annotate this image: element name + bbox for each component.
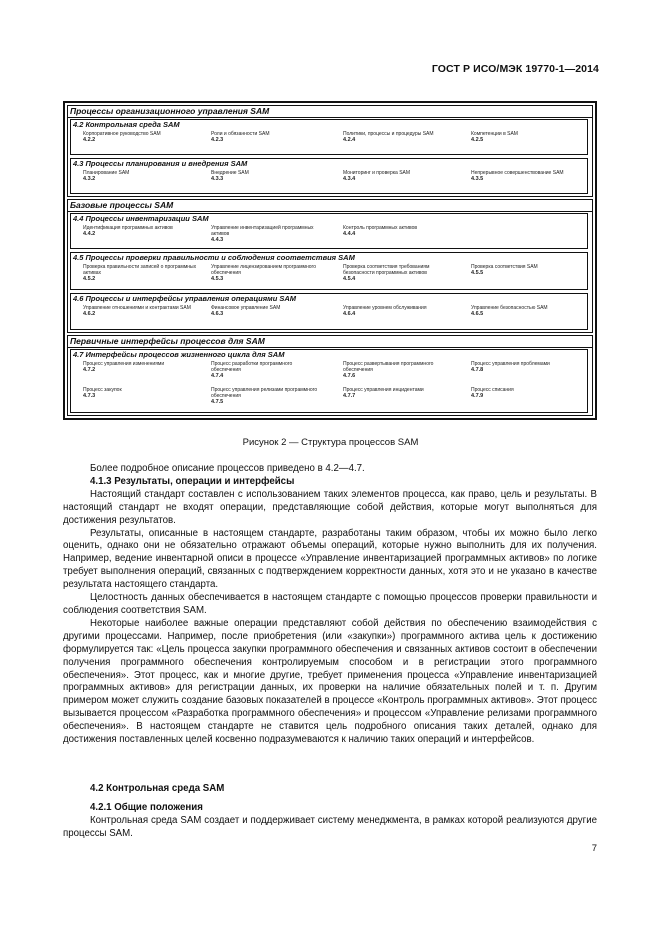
group-organizational bbox=[67, 105, 593, 197]
process-cell: Управление отношениями и контрактами SAM 4.6.2 bbox=[83, 305, 191, 317]
subgroup-4-5 bbox=[70, 252, 588, 290]
page-number: 7 bbox=[591, 843, 597, 854]
subgroup-title: 4.2 Контрольная среда SAM bbox=[73, 120, 180, 129]
subgroup-4-6 bbox=[70, 293, 588, 330]
process-cell: Процесс списания 4.7.9 bbox=[471, 387, 514, 399]
process-cell: Процесс управления проблемами 4.7.8 bbox=[471, 361, 550, 373]
process-cell: Планирование SAM 4.3.2 bbox=[83, 170, 130, 182]
process-cell: Процесс разработки программного обеспечения 4.7.4 bbox=[211, 361, 293, 379]
group-title: Процессы организационного управления SAM bbox=[68, 106, 592, 118]
process-cell: Корпоративное руководство SAM 4.2.2 bbox=[83, 131, 161, 143]
process-cell: Внедрение SAM 4.3.3 bbox=[211, 170, 249, 182]
subgroup-title: 4.4 Процессы инвентаризации SAM bbox=[73, 214, 209, 223]
subgroup-title: 4.7 Интерфейсы процессов жизненного цикла для SAM bbox=[73, 350, 285, 359]
section-4-2 bbox=[63, 783, 597, 841]
subgroup-title: 4.6 Процессы и интерфейсы управления операциями SAM bbox=[73, 294, 297, 303]
subgroup-4-4 bbox=[70, 213, 588, 249]
process-cell: Процесс управления изменениями 4.7.2 bbox=[83, 361, 165, 373]
process-cell: Непрерывное совершенствование SAM 4.3.5 bbox=[471, 170, 564, 182]
process-cell: Проверка соответствия требованиям безопасности программных активов 4.5.4 bbox=[343, 264, 430, 282]
process-cell: Процесс закупок 4.7.3 bbox=[83, 387, 122, 399]
process-cell: Управление уровнем обслуживания 4.6.4 bbox=[343, 305, 427, 317]
subgroup-4-7 bbox=[70, 349, 588, 413]
paragraph: Целостность данных обеспечивается в настоящем стандарте с помощью процессов проверки правильности и соблюдения соответствия SAM. bbox=[63, 592, 597, 616]
process-cell: Управление безопасностью SAM 4.6.5 bbox=[471, 305, 548, 317]
group-title: Первичные интерфейсы процессов для SAM bbox=[68, 336, 592, 348]
process-cell: Контроль программных активов 4.4.4 bbox=[343, 225, 418, 237]
process-cell: Идентификация программных активов 4.4.2 bbox=[83, 225, 173, 237]
process-cell: Роли и обязанности SAM 4.2.3 bbox=[211, 131, 270, 143]
paragraph: Более подробное описание процессов приведено в 4.2—4.7. bbox=[90, 463, 365, 474]
figure-caption: Рисунок 2 — Структура процессов SAM bbox=[242, 437, 419, 448]
process-cell: Управление инвентаризацией программных активов 4.4.3 bbox=[211, 225, 314, 243]
process-cell: Проверка соответствия SAM 4.5.5 bbox=[471, 264, 538, 276]
group-core bbox=[67, 199, 593, 333]
process-cell: Компетенции в SAM 4.2.5 bbox=[471, 131, 518, 143]
paragraph: Некоторые наиболее важные операции представляют собой действия по обеспечению взаимодействия с другими процессами. Например, после приобретения (или «закупки») программного актива цель к достижению формулируется так: «Цель процесса закупки программного обеспечения и связанных активов состоит в обеспечении получения программного обеспечения контролируемым способом и в регистрации этого программного обеспечения». Этот процесс, как и многие другие, требует применения процесса «Управление инвентаризацией программных активов» для регистрации данных, их проверки на наличие обязательных полей и т. п. Другим примером может служить создание базовых показателей в процессе «Контроль программных активов». Этот процесс вызывается процессом «Разработка программного обеспечения» и процессом «Управление релизами программного обеспечения». В настоящем стандарте не ставится цель подробного описания таких деталей, однако для достижения поставленных целей косвенно подразумеваются к наличию таких операций и интерфейсов. bbox=[63, 617, 597, 746]
process-cell: Политики, процессы и процедуры SAM 4.2.4 bbox=[343, 131, 434, 143]
subgroup-4-2 bbox=[70, 119, 588, 155]
process-cell: Финансовое управление SAM 4.6.3 bbox=[211, 305, 281, 317]
subsection-heading: 4.2.1 Общие положения bbox=[90, 801, 203, 813]
subgroup-title: 4.3 Процессы планирования и внедрения SAM bbox=[73, 159, 248, 168]
process-cell: Проверка правильности записей о программных активах 4.5.2 bbox=[83, 264, 197, 282]
process-cell: Управление лицензированием программного обеспечения 4.5.3 bbox=[211, 264, 316, 282]
process-cell: Мониторинг и проверка SAM 4.3.4 bbox=[343, 170, 411, 182]
document-id: ГОСТ Р ИСО/МЭК 19770-1—2014 bbox=[431, 63, 599, 75]
subgroup-title: 4.5 Процессы проверки правильности и соблюдения соответствия SAM bbox=[73, 253, 355, 262]
paragraph: Настоящий стандарт составлен с использованием таких элементов процесса, как право, цель и результаты. В настоящий стандарт не входят операции, представляющие собой действия, которые могут выполняться для достижения результатов. bbox=[63, 488, 597, 526]
process-cell: Процесс управления инцидентами 4.7.7 bbox=[343, 387, 424, 399]
paragraph: Результаты, описанные в настоящем стандарте, разработаны таким образом, чтобы их можно было легко оценить, однако они не обязательно отражают объемы операций, которые нужно выполнить для их получения. Например, ведение инвентарной описи в процессе «Управление инвентаризацией программных активов» по логике требует выполнения операций, связанных с подтверждением корректности данных, хотя это и не указано в качестве результата настоящего стандарта. bbox=[63, 527, 597, 591]
body-text bbox=[63, 463, 597, 747]
subgroup-4-3 bbox=[70, 158, 588, 194]
section-heading: 4.2 Контрольная среда SAM bbox=[90, 783, 225, 794]
group-primary-interfaces bbox=[67, 335, 593, 416]
group-title: Базовые процессы SAM bbox=[68, 200, 592, 212]
section-heading: 4.1.3 Результаты, операции и интерфейсы bbox=[90, 475, 295, 487]
paragraph: Контрольная среда SAM создает и поддерживает систему менеджмента, в рамках которой реализуются другие процессы SAM. bbox=[63, 814, 597, 839]
process-cell: Процесс управления релизами программного обеспечения 4.7.5 bbox=[211, 387, 318, 405]
sam-structure-figure bbox=[63, 101, 597, 420]
process-cell: Процесс развертывания программного обеспечения 4.7.6 bbox=[343, 361, 434, 379]
